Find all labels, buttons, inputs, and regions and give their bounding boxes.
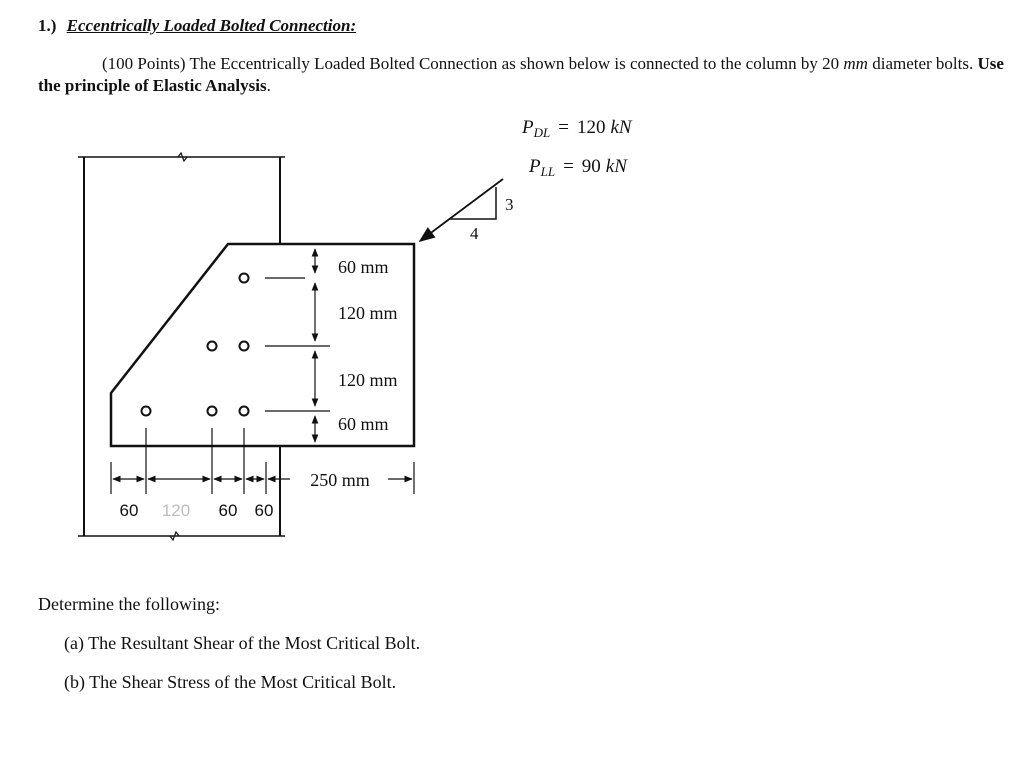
load-value: 120 — [576, 117, 606, 138]
questions-lead: Determine the following: — [38, 594, 220, 614]
load-unit: kN — [610, 117, 632, 138]
slope-vertical-label: 3 — [505, 195, 514, 214]
live-load-label — [528, 156, 628, 179]
diameter-unit: mm — [843, 54, 868, 73]
dim-label-horizontal: 120 — [161, 501, 191, 520]
question-a: (a) The Resultant Shear of the Most Critical Bolt. — [64, 633, 421, 653]
bolt — [208, 342, 217, 351]
dim-label-vertical: 120 mm — [338, 370, 398, 390]
eccentricity-label: 250 mm — [310, 470, 370, 490]
instruction-period: . — [266, 76, 271, 95]
bolt — [208, 407, 217, 416]
dim-label-vertical: 120 mm — [338, 303, 398, 323]
bolt — [142, 407, 151, 416]
question-b: (b) The Shear Stress of the Most Critical Bolt. — [64, 672, 397, 692]
load-subscript: DL — [533, 125, 551, 140]
dim-label-vertical: 60 mm — [338, 257, 389, 277]
load-subscript: LL — [540, 164, 556, 179]
slope-horizontal-label: 4 — [470, 224, 479, 243]
points-label: (100 Points) — [102, 54, 186, 73]
intro-text: The Eccentrically Loaded Bolted Connection as shown below is connected to the column by 20 — [189, 54, 840, 73]
equals-sign: = — [558, 117, 569, 138]
dead-load-label — [521, 117, 633, 140]
load-symbol: P — [522, 117, 534, 138]
load-unit: kN — [605, 156, 627, 177]
equals-sign: = — [563, 156, 574, 177]
instruction-text: Use the principle of Elastic Analysis — [38, 54, 1004, 95]
load-values — [521, 117, 633, 179]
dim-label-horizontal: 60 — [119, 501, 139, 520]
load-value: 90 — [581, 156, 601, 177]
bolt — [240, 274, 249, 283]
load-arrow-line — [420, 179, 503, 241]
problem-title: Eccentrically Loaded Bolted Connection: — [66, 16, 357, 35]
problem-number: 1.) — [38, 16, 57, 35]
intro-tail: diameter bolts. — [872, 54, 974, 73]
load-arrow — [420, 179, 503, 241]
bolt — [240, 407, 249, 416]
dim-label-horizontal: 60 — [218, 501, 238, 520]
bolt — [240, 342, 249, 351]
dim-label-horizontal: 60 — [254, 501, 274, 520]
dim-label-vertical: 60 mm — [338, 414, 389, 434]
load-symbol: P — [529, 156, 541, 177]
